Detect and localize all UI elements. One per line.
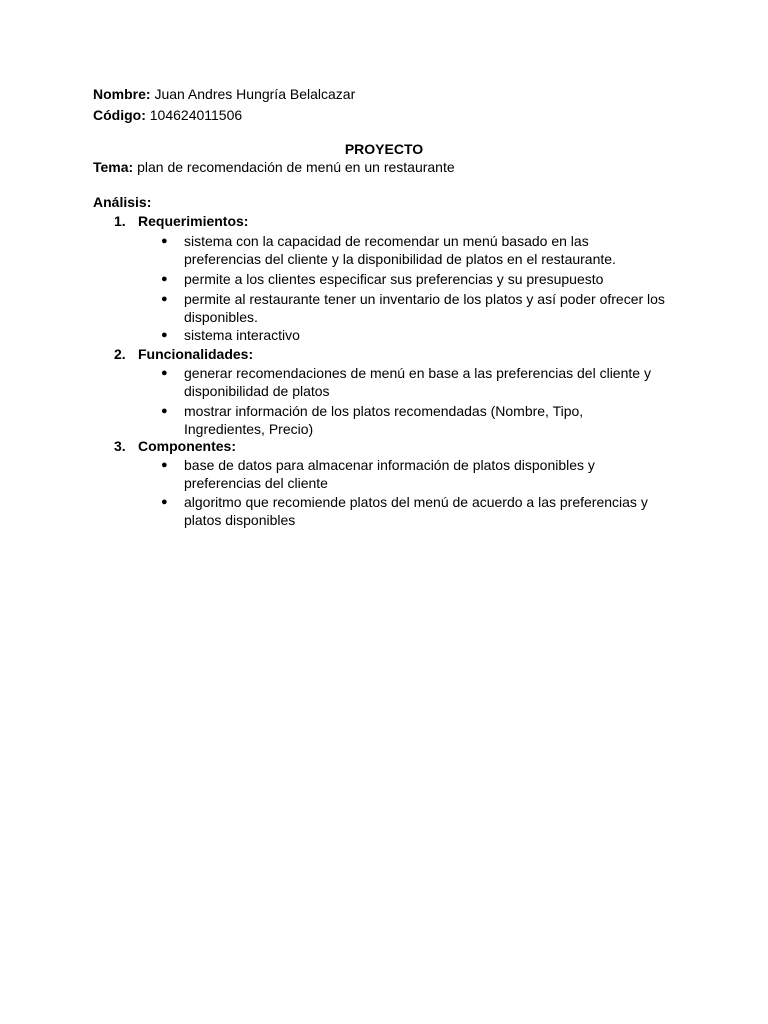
list-item-text-cont: preferencias del cliente y la disponibilidad de platos en el restaurante.	[184, 251, 616, 267]
tema-label: Tema:	[93, 159, 134, 175]
section-title: Funcionalidades:	[138, 346, 254, 362]
section-number: 3.	[114, 438, 126, 454]
section-number: 1.	[114, 213, 126, 229]
codigo-line	[93, 106, 242, 124]
bullet-icon: ●	[161, 459, 168, 471]
list-item	[161, 326, 681, 344]
list-item	[161, 402, 681, 438]
nombre-label: Nombre:	[93, 86, 151, 102]
list-item	[161, 493, 681, 529]
nombre-value: Juan Andres Hungría Belalcazar	[154, 86, 356, 102]
list-item-text: permite al restaurante tener un inventario de los platos y así poder ofrecer los	[184, 291, 665, 307]
list-item-text: permite a los clientes especificar sus preferencias y su presupuesto	[184, 271, 604, 287]
bullet-icon: ●	[161, 329, 168, 341]
section-title: Componentes:	[138, 438, 236, 454]
list-item	[161, 232, 681, 268]
list-item-text: mostrar información de los platos recomendadas (Nombre, Tipo,	[184, 403, 584, 419]
list-item	[161, 364, 681, 400]
list-item-text-cont: Ingredientes, Precio)	[184, 421, 314, 437]
list-item-text-cont: platos disponibles	[184, 512, 296, 528]
bullet-icon: ●	[161, 293, 168, 305]
bullet-icon: ●	[161, 405, 168, 417]
list-item-text: sistema interactivo	[184, 327, 300, 343]
bullet-icon: ●	[161, 235, 168, 247]
list-item-text: algoritmo que recomiende platos del menú de acuerdo a las preferencias y	[184, 494, 648, 510]
list-item	[161, 456, 681, 492]
section-number: 2.	[114, 346, 126, 362]
analisis-heading: Análisis:	[93, 194, 152, 210]
section-title: Requerimientos:	[138, 213, 249, 229]
bullet-icon: ●	[161, 273, 168, 285]
list-item-text: sistema con la capacidad de recomendar un menú basado en las	[184, 233, 589, 249]
list-item-text: base de datos para almacenar información de platos disponibles y	[184, 457, 595, 473]
codigo-label: Código:	[93, 107, 146, 123]
list-item-text-cont: preferencias del cliente	[184, 475, 328, 491]
tema-value: plan de recomendación de menú en un restaurante	[137, 159, 455, 175]
tema-line	[93, 158, 455, 176]
codigo-value: 104624011506	[149, 107, 243, 123]
list-item-text-cont: disponibilidad de platos	[184, 383, 330, 399]
list-item-text: generar recomendaciones de menú en base a las preferencias del cliente y	[184, 365, 651, 381]
list-item-text-cont: disponibles.	[184, 309, 258, 325]
section-componentes	[114, 437, 236, 455]
section-requerimientos	[114, 212, 248, 230]
list-item	[161, 290, 681, 326]
page-title: PROYECTO	[344, 141, 424, 157]
bullet-icon: ●	[161, 496, 168, 508]
bullet-icon: ●	[161, 367, 168, 379]
list-item	[161, 270, 681, 288]
nombre-line	[93, 85, 355, 103]
section-funcionalidades	[114, 345, 253, 363]
